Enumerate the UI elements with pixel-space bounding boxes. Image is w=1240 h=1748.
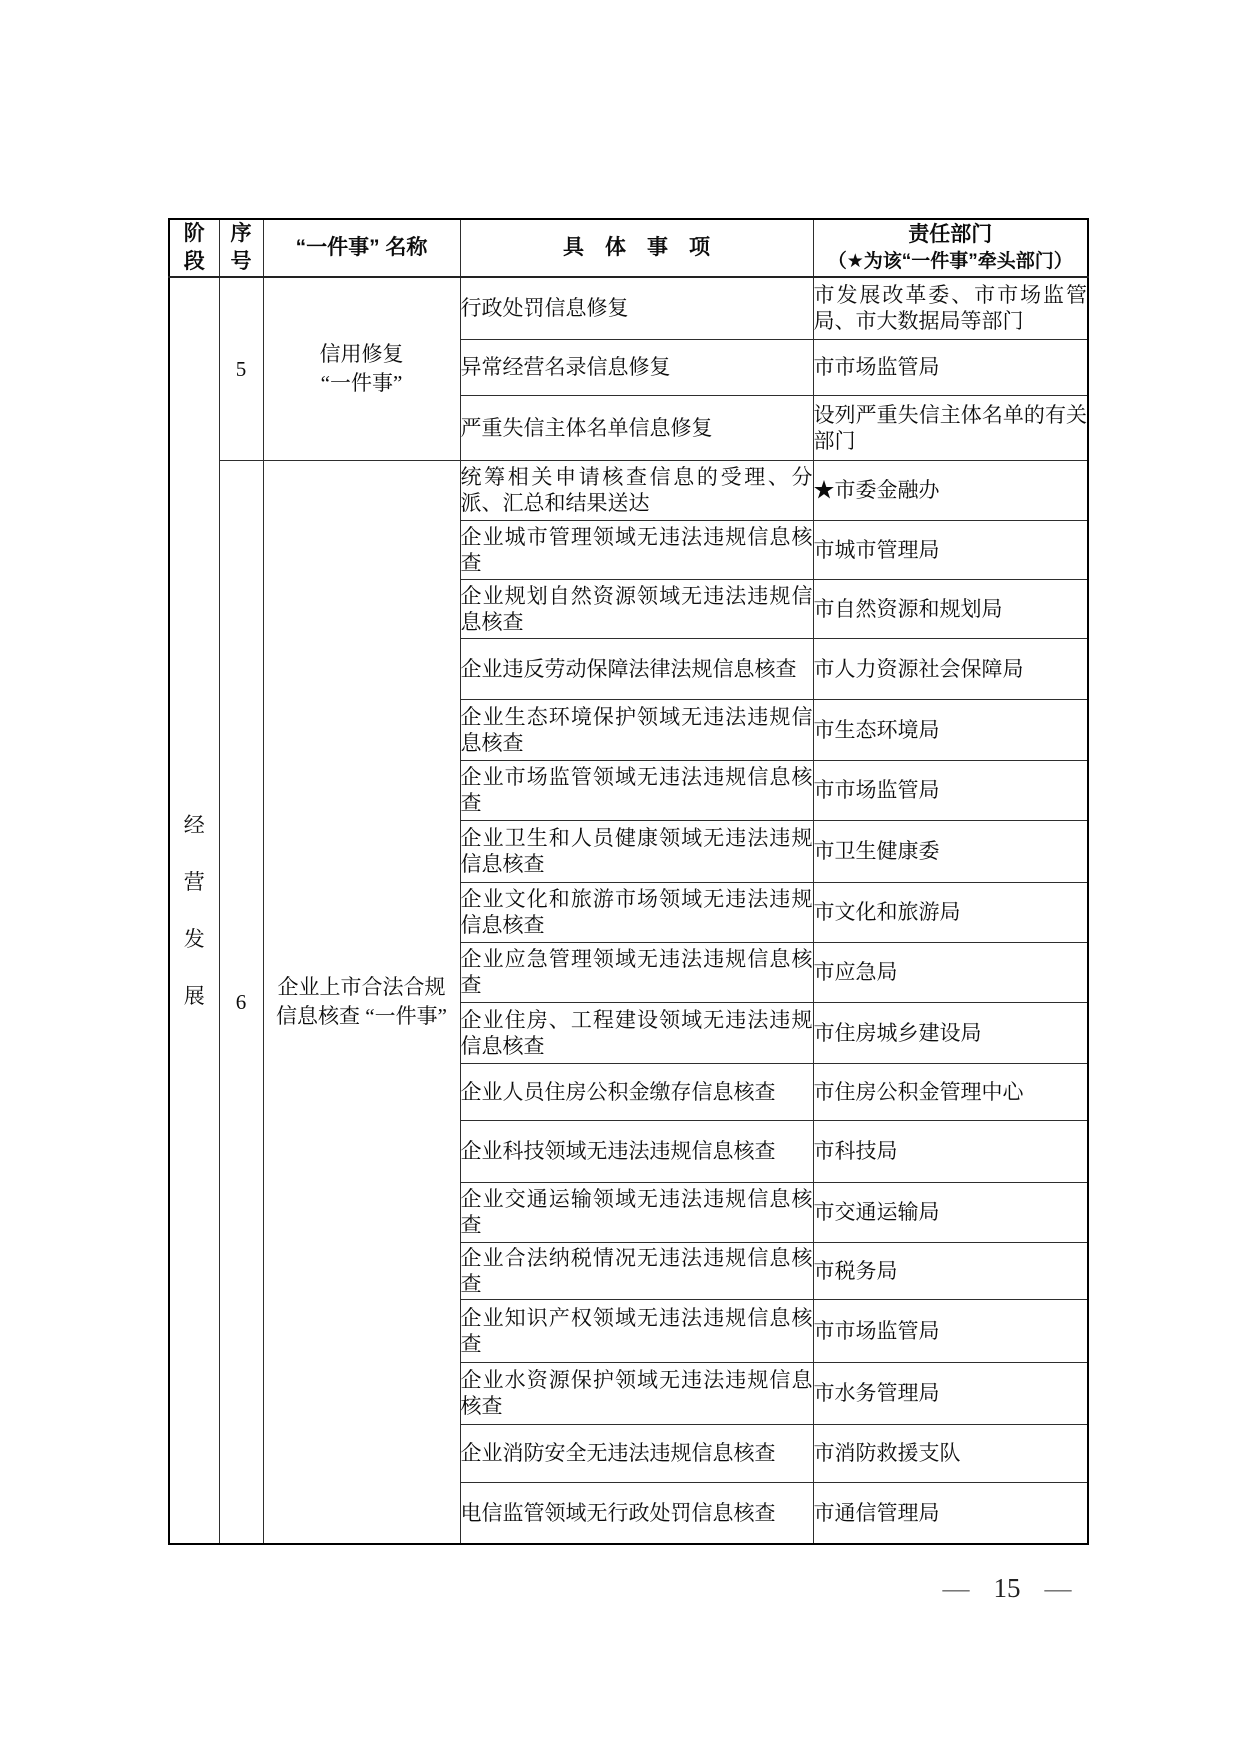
header-cell-no xyxy=(219,219,263,277)
item-cell: 企业水资源保护领域无违法违规信息核查 xyxy=(460,1362,813,1424)
item-cell: 企业生态环境保护领域无违法违规信息核查 xyxy=(460,699,813,760)
dept-cell: 市住房公积金管理中心 xyxy=(813,1063,1088,1120)
group6-name-line: 企业上市合法合规 xyxy=(277,974,446,999)
header-cell-stage xyxy=(169,219,219,277)
group5-name-line: 信用修复 xyxy=(319,341,404,366)
item-cell: 异常经营名录信息修复 xyxy=(460,339,813,395)
group5-name-cell xyxy=(263,277,460,460)
dept-cell: 市交通运输局 xyxy=(813,1182,1088,1242)
dept-cell: 市通信管理局 xyxy=(813,1482,1088,1544)
item-cell: 企业城市管理领域无违法违规信息核查 xyxy=(460,520,813,579)
group6-no-cell: 6 xyxy=(219,460,263,1544)
dept-cell: 市自然资源和规划局 xyxy=(813,579,1088,638)
item-cell: 统筹相关申请核查信息的受理、分派、汇总和结果送达 xyxy=(460,460,813,520)
dept-cell: 市应急局 xyxy=(813,942,1088,1002)
header-cell-dept xyxy=(813,219,1088,277)
dept-cell: 市卫生健康委 xyxy=(813,820,1088,882)
dept-cell: 市文化和旅游局 xyxy=(813,882,1088,942)
dept-cell: 市市场监管局 xyxy=(813,1299,1088,1362)
dept-cell: 市市场监管局 xyxy=(813,760,1088,820)
item-cell: 企业科技领域无违法违规信息核查 xyxy=(460,1120,813,1182)
group6-name-cell xyxy=(263,460,460,1544)
stage-cell xyxy=(169,277,219,1544)
dept-cell: 市发展改革委、市市场监管局、市大数据局等部门 xyxy=(813,277,1088,339)
item-cell: 行政处罚信息修复 xyxy=(460,277,813,339)
page-number-value: 15 xyxy=(993,1572,1021,1603)
header-dept-subtitle: （★为该“一件事”牵头部门） xyxy=(827,251,1073,272)
header-dept-title: 责任部门 xyxy=(908,223,993,246)
item-cell: 严重失信主体名单信息修复 xyxy=(460,395,813,460)
stage-char: 发 xyxy=(183,927,205,951)
item-cell: 企业应急管理领域无违法违规信息核查 xyxy=(460,942,813,1002)
stage-char: 展 xyxy=(183,984,205,1008)
stage-char: 经 xyxy=(183,813,205,837)
dept-cell: 市生态环境局 xyxy=(813,699,1088,760)
item-cell: 电信监管领域无行政处罚信息核查 xyxy=(460,1482,813,1544)
header-cell-name: “一件事” 名称 xyxy=(263,219,460,277)
group5-no-cell: 5 xyxy=(219,277,263,460)
item-cell: 企业文化和旅游市场领域无违法违规信息核查 xyxy=(460,882,813,942)
table-row xyxy=(169,460,1088,520)
page-number xyxy=(912,1568,1102,1608)
header-no-line: 序 xyxy=(230,222,252,245)
dept-cell: 市人力资源社会保障局 xyxy=(813,638,1088,699)
dept-cell: 市科技局 xyxy=(813,1120,1088,1182)
dept-cell: 市市场监管局 xyxy=(813,339,1088,395)
header-no-line: 号 xyxy=(230,250,252,273)
header-stage-line: 阶 xyxy=(183,222,205,245)
dept-cell: 市消防救援支队 xyxy=(813,1424,1088,1482)
item-cell: 企业卫生和人员健康领域无违法违规信息核查 xyxy=(460,820,813,882)
item-cell: 企业交通运输领域无违法违规信息核查 xyxy=(460,1182,813,1242)
header-row xyxy=(169,219,1088,277)
item-cell: 企业人员住房公积金缴存信息核查 xyxy=(460,1063,813,1120)
group6-name-line: 信息核查 “一件事” xyxy=(276,1003,447,1028)
item-cell: 企业市场监管领域无违法违规信息核查 xyxy=(460,760,813,820)
stage-char: 营 xyxy=(183,870,205,894)
dept-cell: 市税务局 xyxy=(813,1242,1088,1299)
dept-cell: 市城市管理局 xyxy=(813,520,1088,579)
item-cell: 企业合法纳税情况无违法违规信息核查 xyxy=(460,1242,813,1299)
header-cell-item: 具 体 事 项 xyxy=(460,219,813,277)
table-row xyxy=(169,277,1088,339)
group5-name-line: “一件事” xyxy=(320,370,403,395)
item-cell: 企业规划自然资源领域无违法违规信息核查 xyxy=(460,579,813,638)
item-cell: 企业知识产权领域无违法违规信息核查 xyxy=(460,1299,813,1362)
dept-cell: 市水务管理局 xyxy=(813,1362,1088,1424)
one-thing-matrix-table xyxy=(168,218,1089,1545)
page-number-dash: — xyxy=(942,1572,970,1603)
dept-cell: 市住房城乡建设局 xyxy=(813,1002,1088,1063)
dept-cell: 设列严重失信主体名单的有关部门 xyxy=(813,395,1088,460)
item-cell: 企业住房、工程建设领域无违法违规信息核查 xyxy=(460,1002,813,1063)
item-cell: 企业违反劳动保障法律法规信息核查 xyxy=(460,638,813,699)
page-number-dash: — xyxy=(1044,1572,1072,1603)
item-cell: 企业消防安全无违法违规信息核查 xyxy=(460,1424,813,1482)
dept-cell: ★市委金融办 xyxy=(813,460,1088,520)
header-stage-line: 段 xyxy=(183,250,205,273)
